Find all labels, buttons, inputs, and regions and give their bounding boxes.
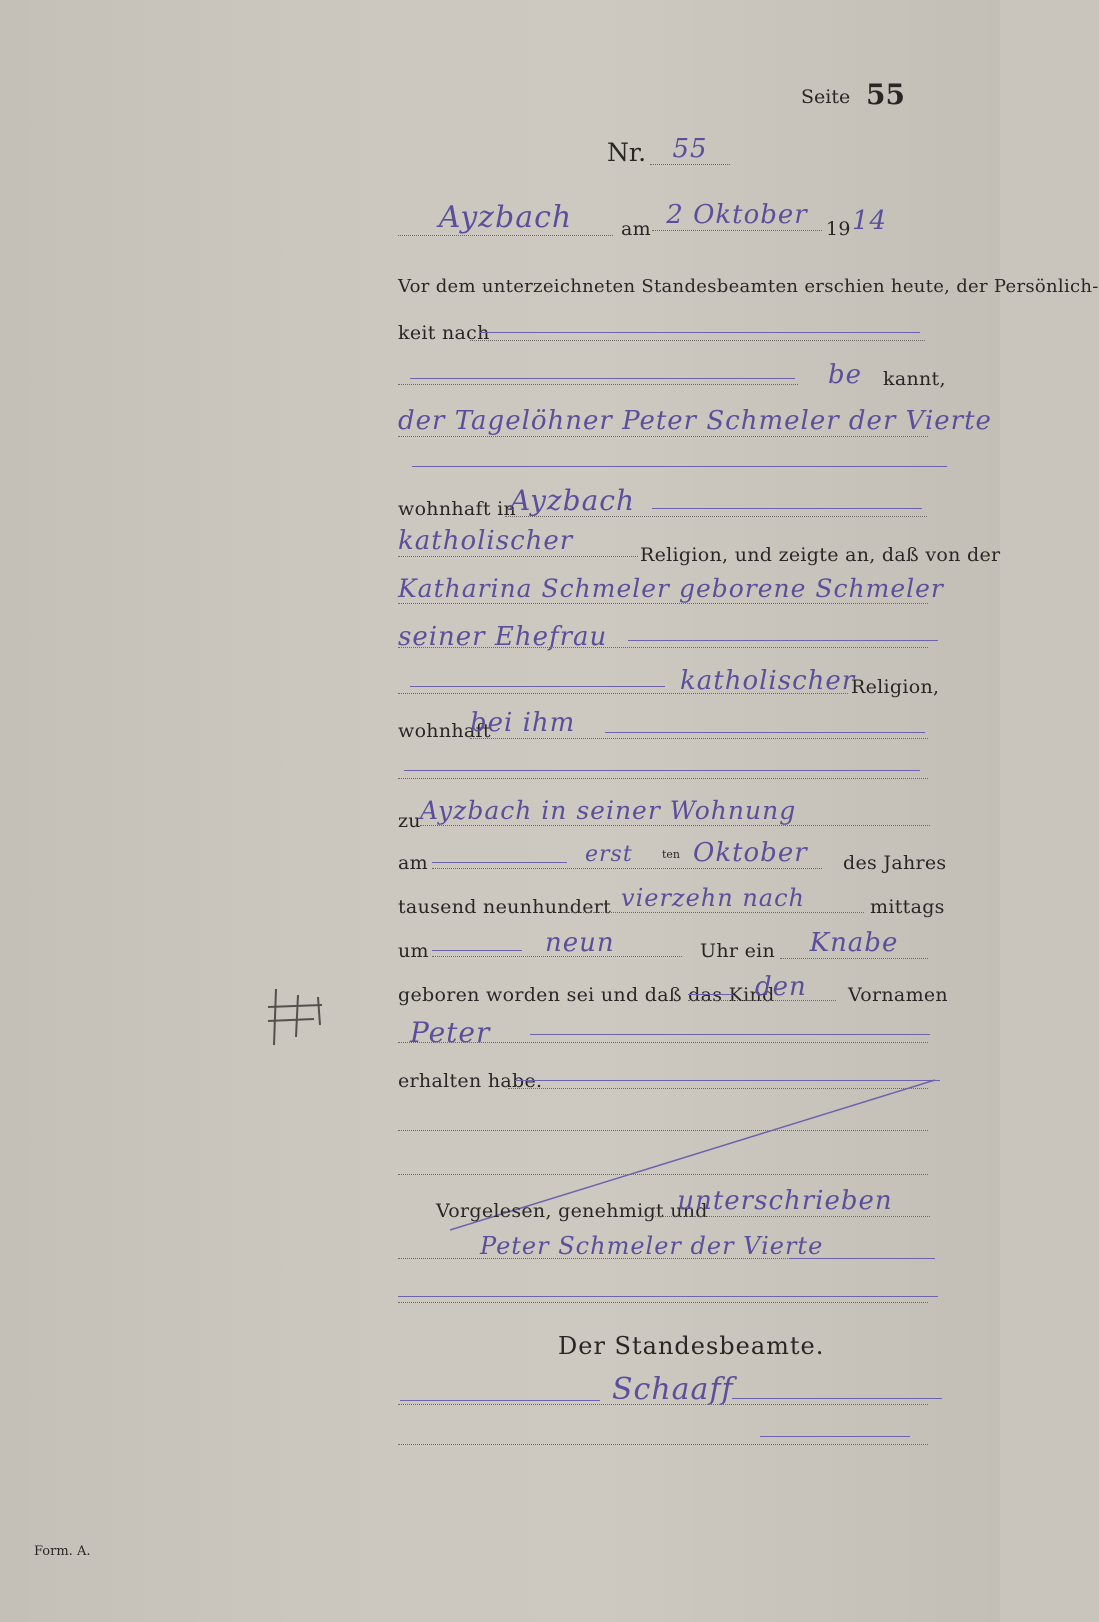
ink-stroke bbox=[410, 378, 795, 379]
page-number: 55 bbox=[866, 78, 905, 111]
blank-line bbox=[470, 738, 928, 739]
wohnhaft-label: wohnhaft bbox=[398, 720, 491, 742]
signed-word: unterschrieben bbox=[640, 1186, 930, 1217]
entry-number-label: Nr. bbox=[607, 138, 647, 167]
vorgelesen-text: Vorgelesen, genehmigt und bbox=[436, 1200, 708, 1222]
religion-label: Religion, bbox=[851, 676, 940, 698]
wohnhaft-in-label: wohnhaft in bbox=[398, 498, 517, 520]
blank-line bbox=[398, 1444, 928, 1445]
den-handwritten: den bbox=[755, 972, 807, 1002]
blank-line bbox=[432, 868, 822, 869]
be-handwritten: be bbox=[828, 360, 863, 390]
ink-stroke bbox=[400, 1400, 600, 1401]
birth-month: Oktober bbox=[693, 838, 808, 868]
informant-name: der Tagelöhner Peter Schmeler der Vierte bbox=[398, 406, 992, 436]
ink-stroke bbox=[432, 862, 567, 863]
geboren-text: geboren worden sei und daß das Kind bbox=[398, 984, 775, 1006]
vornamen-label: Vornamen bbox=[848, 984, 948, 1006]
ink-stroke bbox=[432, 950, 522, 951]
place-of-record: Ayzbach bbox=[398, 200, 613, 236]
ink-stroke bbox=[688, 994, 733, 995]
birth-hour: neun bbox=[545, 928, 615, 958]
birth-day: erst bbox=[585, 842, 633, 867]
ink-stroke bbox=[404, 770, 920, 771]
ink-stroke bbox=[628, 640, 938, 641]
blank-line bbox=[398, 1042, 928, 1043]
record-date: 2 Oktober bbox=[652, 200, 822, 231]
ink-stroke bbox=[652, 508, 922, 509]
mittags-label: mittags bbox=[870, 896, 945, 918]
mother-religion: katholischer bbox=[680, 666, 856, 696]
blank-line bbox=[505, 516, 927, 517]
intro-text: Vor dem unterzeichneten Standesbeamten erschien heute, der Persönlich- bbox=[398, 276, 1099, 297]
ink-stroke bbox=[732, 1398, 942, 1399]
ink-stroke bbox=[760, 1436, 910, 1437]
official-heading: Der Standesbeamte. bbox=[558, 1332, 825, 1360]
religion-text: Religion, und zeigte an, daß von der bbox=[640, 544, 1001, 566]
tausend-label: tausend neunhundert bbox=[398, 896, 612, 918]
am-label-2: am bbox=[398, 852, 428, 874]
year-prefix: 19 bbox=[826, 218, 851, 240]
child-sex: Knabe bbox=[780, 928, 928, 959]
ink-stroke bbox=[410, 686, 665, 687]
kannt-label: kannt, bbox=[883, 368, 946, 390]
blank-line bbox=[398, 1404, 928, 1405]
des-jahres-label: des Jahres bbox=[843, 852, 947, 874]
birth-year-words: vierzehn nach bbox=[562, 884, 864, 913]
am-label: am bbox=[621, 218, 651, 240]
blank-line bbox=[398, 647, 928, 648]
ink-stroke bbox=[605, 732, 925, 733]
ink-stroke bbox=[398, 1296, 938, 1297]
um-label: um bbox=[398, 940, 429, 962]
ink-stroke bbox=[530, 1034, 930, 1035]
blank-line bbox=[688, 1000, 836, 1001]
residence: Ayzbach bbox=[510, 484, 635, 517]
erhalten-label: erhalten habe. bbox=[398, 1070, 543, 1092]
official-signature: Schaaff bbox=[612, 1372, 734, 1407]
ink-stroke bbox=[480, 332, 920, 333]
zu-label: zu bbox=[398, 810, 421, 832]
ink-stroke bbox=[412, 466, 947, 467]
mother-relation: seiner Ehefrau bbox=[398, 622, 608, 652]
keit-nach-label: keit nach bbox=[398, 322, 490, 344]
blank-line bbox=[470, 340, 925, 341]
margin-pencil-mark bbox=[262, 985, 332, 1055]
blank-line bbox=[398, 693, 848, 694]
mother-residence: bei ihm bbox=[470, 708, 576, 738]
ten-suffix: ten bbox=[662, 848, 681, 861]
ink-stroke bbox=[790, 1258, 935, 1259]
page-label: Seite bbox=[801, 86, 851, 108]
blank-line bbox=[398, 778, 928, 779]
entry-number: 55 bbox=[650, 134, 730, 165]
uhr-ein-label: Uhr ein bbox=[700, 940, 776, 962]
child-given-name: Peter bbox=[410, 1016, 491, 1049]
year-suffix: 14 bbox=[852, 206, 888, 236]
birthplace: Ayzbach in seiner Wohnung bbox=[420, 796, 930, 826]
blank-line bbox=[398, 384, 798, 385]
informant-religion: katholischer bbox=[398, 526, 638, 557]
informant-signature: Peter Schmeler der Vierte bbox=[480, 1232, 824, 1260]
mother-name: Katharina Schmeler geborene Schmeler bbox=[398, 574, 944, 603]
form-mark: Form. A. bbox=[34, 1544, 91, 1559]
blank-line bbox=[398, 1302, 928, 1303]
